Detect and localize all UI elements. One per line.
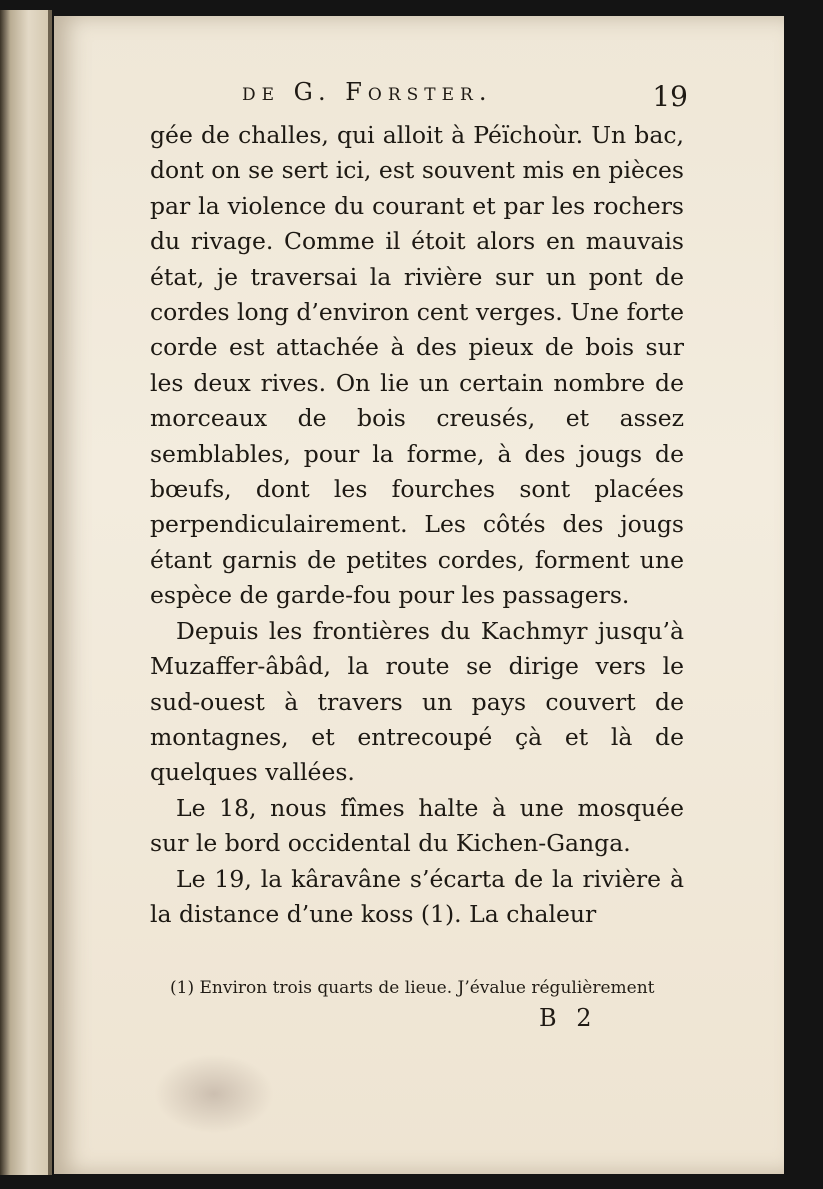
paragraph: gée de challes, qui alloit à Péïchoùr. Un bac, dont on se sert ici, est souvent mis en pièces par la violence du courant et par les rochers du rivage. Comme il étoit alors en mauvais état, je traversai la rivière sur un pont de cordes long d’environ cent verges. Une forte corde est attachée à des pieux de bois sur les deux rives. On lie un certain nombre de morceaux de bois creusés, et assez semblables, pour la forme, à des jougs de bœufs, dont les fourches sont placées perpendiculairement. Les côtés des jougs étant garnis de petites cordes, forment une espèce de garde-fou pour les passagers. [150,121,684,610]
page-header [232,76,688,116]
signature-mark: B 2 [539,1004,598,1032]
paragraph: Le 18, nous fîmes halte à une mosquée sur le bord occidental du Kichen-Ganga. [150,793,684,858]
page-number: 19 [652,80,688,113]
paragraph: Le 19, la kâravâne s’écarta de la rivière à la distance d’une koss (1). La chaleur [150,864,684,928]
body-text [150,118,684,932]
running-title: de G. Forster. [242,78,493,106]
footnote: (1) Environ trois quarts de lieue. J’évalue régulièrement [170,978,655,998]
paragraph: Depuis les frontières du Kachmyr jusqu’à Muzaffer-âbâd, la route se dirige vers le sud-ouest à travers un pays couvert de montagnes, et entrecoupé çà et là de quelques vallées. [150,616,684,787]
paper-stain [154,1054,274,1134]
facing-page-edge [0,10,52,1175]
